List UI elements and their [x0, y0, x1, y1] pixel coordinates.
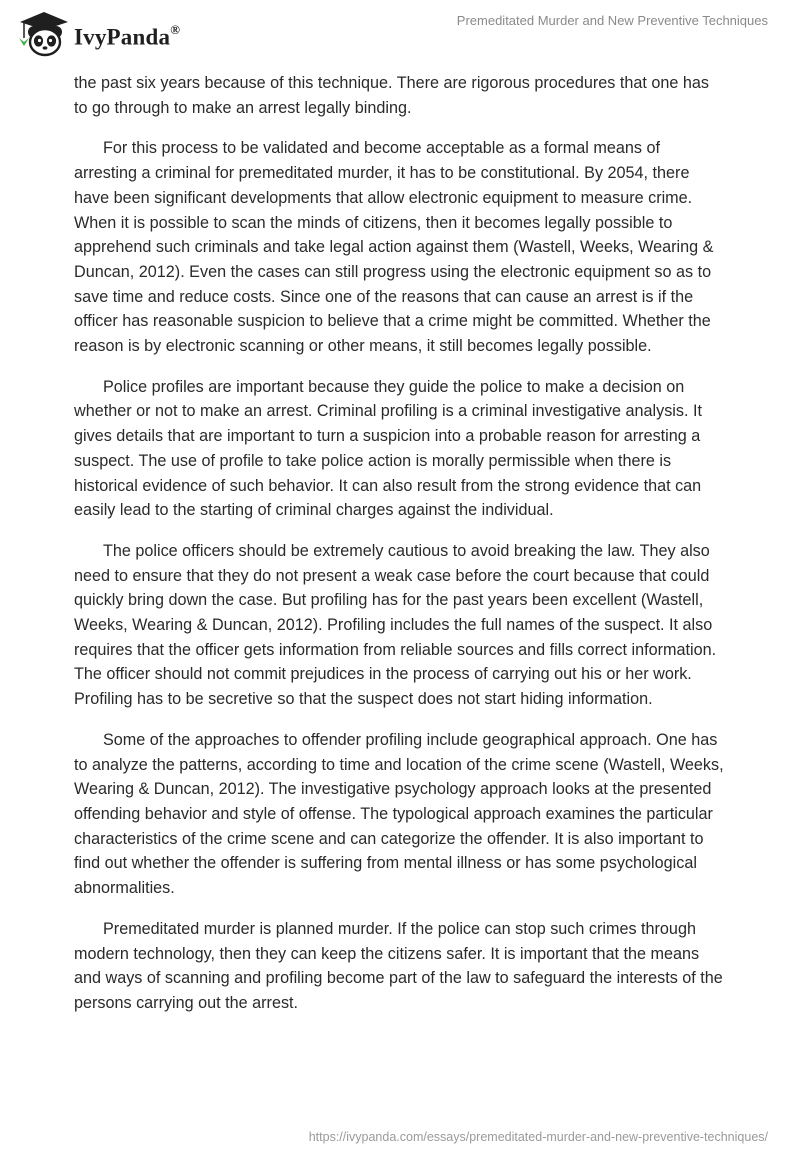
paragraph: Police profiles are important because they guide the police to make a decision on whether or not to make an arrest. Criminal profiling is a criminal investigative analysis. It gives details that are important to turn a suspicion into a probable reason for arresting a suspect. The use of profile to take police action is morally permissible when there is historical evidence of such behavior. It can also result from the strong evidence that can easily lead to the starting of criminal charges against the individual. [74, 377, 702, 520]
paragraph: the past six years because of this technique. There are rigorous procedures that one has to go through to make an arrest legally binding. [74, 74, 709, 117]
paragraph: For this process to be validated and become acceptable as a formal means of arresting a criminal for premeditated murder, it has to be constitutional. By 2054, there have been significant developments that allow electronic equipment to measure crime. When it is possible to scan the minds of citizens, then it becomes legally possible to apprehend such criminals and take legal action against them (Wastell, Weeks, Wearing & Duncan, 2012). Even the cases can still progress using the electronic equipment so as to save time and reduce costs. Since one of the reasons that can cause an arrest is if the officer has reasonable suspicion to believe that a crime might be committed. Whether the reason is by electronic scanning or other means, it still becomes legally possible. [74, 139, 714, 356]
paragraph: The police officers should be extremely cautious to avoid breaking the law. They also need to ensure that they do not present a weak case before the court because that could quickly bring down the case. But profiling has for the past years been excellent (Wastell, Weeks, Wearing & Duncan, 2012). Profiling includes the full names of the suspect. It also requires that the officer gets information from reliable sources and fills correct information. The officer should not commit prejudices in the process of carrying out his or her work. Profiling has to be secretive so that the suspect does not start hiding information. [74, 541, 717, 709]
essay-body [74, 71, 726, 1032]
paragraph: Some of the approaches to offender profiling include geographical approach. One has to analyze the patterns, according to time and location of the crime scene (Wastell, Weeks, Wearing & Duncan, 2012). The investigative psychology approach looks at the presented offending behavior and style of offense. The typological approach examines the particular characteristics of the crime scene and can categorize the offender. It is also important to find out whether the offender is suffering from mental illness or has some psychological abnormalities. [74, 730, 724, 898]
source-url-link[interactable]: https://ivypanda.com/essays/premeditated-murder-and-new-preventive-techniques/ [308, 1130, 768, 1144]
page-header [0, 0, 800, 70]
paragraph: Premeditated murder is planned murder. If the police can stop such crimes through modern technology, then they can keep the citizens safer. It is important that the means and ways of scanning and profiling become part of the law to safeguard the interests of the persons carrying out the arrest. [74, 919, 723, 1012]
registered-mark: ® [170, 21, 181, 37]
panda-graduate-icon [14, 8, 70, 60]
document-title: Premeditated Murder and New Preventive Techniques [456, 13, 768, 28]
brand-logo[interactable] [14, 8, 180, 60]
brand-name: IvyPanda® [74, 21, 181, 50]
